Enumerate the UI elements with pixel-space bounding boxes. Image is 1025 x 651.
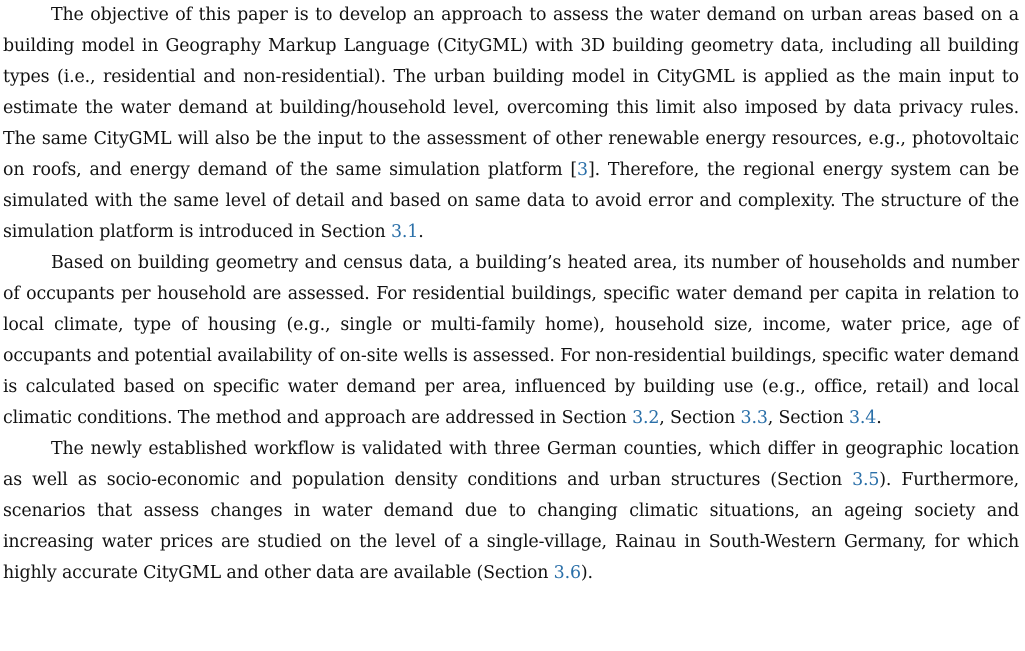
paragraph-validation bbox=[3, 434, 1019, 589]
text-segment: ). Furthermore, scenarios that assess changes in water demand due to changing climatic situations, an ageing society and increasing water prices are studied on the level of a single-village, Rainau in South-Western Germany, for which highly accurate CityGML and other data are available (Section bbox=[3, 470, 1019, 583]
citation-link-3[interactable]: 3 bbox=[577, 160, 588, 180]
text-segment: ]. Therefore, the regional energy system can be simulated with the same level of detail and based on same data to avoid error and complexity. The structure of the simulation platform is introduced in Section bbox=[3, 160, 1019, 242]
text-segment: , Section bbox=[659, 408, 741, 428]
text-segment: ). bbox=[580, 563, 593, 583]
section-link-3-3[interactable]: 3.3 bbox=[740, 408, 768, 428]
section-link-3-5[interactable]: 3.5 bbox=[852, 470, 880, 490]
paragraph-objective bbox=[3, 0, 1019, 248]
section-link-3-6[interactable]: 3.6 bbox=[553, 563, 581, 583]
text-segment: The newly established workflow is validated with three German counties, which differ in geographic location as well as socio-economic and population density conditions and urban structures (Section bbox=[3, 439, 1019, 490]
paragraph-method bbox=[3, 248, 1019, 434]
text-segment: The objective of this paper is to develop an approach to assess the water demand on urban areas based on a building model in Geography Markup Language (CityGML) with 3D building geometry data, including all building types (i.e., residential and non-residential). The urban building model in CityGML is applied as the main input to estimate the water demand at building/household level, overcoming this limit also imposed by data privacy rules. The same CityGML will also be the input to the assessment of other renewable energy resources, e.g., photovoltaic on roofs, and energy demand of the same simulation platform [ bbox=[3, 5, 1019, 180]
section-link-3-1[interactable]: 3.1 bbox=[390, 222, 419, 242]
text-segment: Based on building geometry and census data, a building’s heated area, its number of households and number of occupants per household are assessed. For residential buildings, specific water demand per capita in relation to local climate, type of housing (e.g., single or multi-family home), household size, income, water price, age of occupants and potential availability of on-site wells is assessed. For non-residential buildings, specific water demand is calculated based on specific water demand per area, influenced by building use (e.g., office, retail) and local climatic conditions. The method and approach are addressed in Section bbox=[3, 253, 1019, 428]
text-segment: . bbox=[876, 408, 882, 428]
text-segment: , Section bbox=[767, 408, 850, 428]
section-link-3-4[interactable]: 3.4 bbox=[849, 408, 877, 428]
text-segment: . bbox=[418, 222, 424, 242]
section-link-3-2[interactable]: 3.2 bbox=[632, 408, 660, 428]
